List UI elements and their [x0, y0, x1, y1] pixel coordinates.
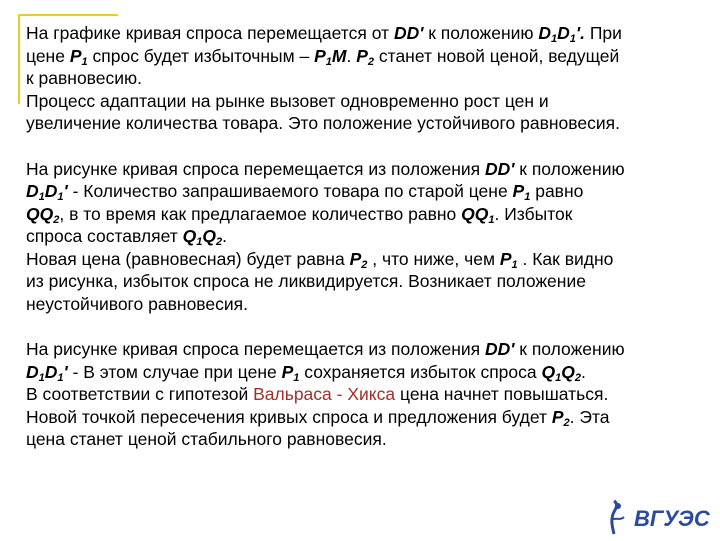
symbol: Q [202, 226, 217, 246]
symbol: P [281, 361, 294, 382]
text-run: к равновесию. [26, 68, 143, 88]
text-run: спроса составляет [26, 226, 183, 246]
text-run: станет новой ценой, ведущей [374, 45, 620, 66]
symbol: QQ [461, 203, 489, 224]
symbol: P [69, 45, 82, 66]
subscript: 2 [574, 371, 581, 384]
text-run: На рисунке кривая спроса перемещается из положения [26, 339, 485, 359]
symbol: Q [561, 361, 575, 382]
text-run: цена начнет повышаться. [395, 384, 609, 404]
subscript: 1 [511, 258, 518, 271]
highlighted-term: Вальраса - Хикса [253, 384, 396, 404]
subscript: 1 [488, 213, 495, 226]
subscript: 2 [367, 55, 375, 68]
text-line [26, 67, 716, 90]
symbol: P [512, 181, 525, 201]
text-run: На графике кривая спроса перемещается от [26, 23, 394, 43]
text-run: При [584, 23, 622, 43]
symbol: Q [541, 361, 556, 382]
logo-emblem-icon [602, 500, 712, 536]
text-run: неустойчивого равновесия. [26, 293, 249, 314]
subscript: 1 [551, 33, 558, 45]
subscript: 1 [81, 55, 88, 68]
text-run: равно [530, 181, 584, 201]
subscript: 1 [569, 33, 576, 45]
university-logo [602, 500, 712, 536]
symbol: QQ [26, 203, 54, 224]
text-line [26, 248, 716, 271]
text-run: увеличение количества товара. Это положение устойчивого равновесия. [26, 113, 620, 133]
text-line [26, 361, 716, 384]
symbol: D [557, 23, 570, 43]
text-line [26, 112, 716, 135]
text-run: из рисунка, избыток спроса не ликвидируется. Возникает положение [26, 271, 586, 291]
text-run: . Как видно [517, 248, 614, 269]
text-run: - Количество запрашиваемого товара по старой цене [67, 181, 513, 201]
subscript: 1 [325, 55, 332, 68]
text-run: спрос будет избыточным – [87, 45, 315, 66]
subscript: 1 [524, 191, 531, 203]
symbol: D [44, 361, 58, 382]
symbol: P [551, 406, 564, 427]
symbol: D [26, 181, 39, 201]
text-line [26, 406, 716, 429]
subscript: 1 [555, 371, 562, 384]
text-run: . Эта [569, 406, 610, 427]
text-run: На рисунке кривая спроса перемещается из положения [26, 158, 485, 179]
symbol: DD' [393, 23, 424, 43]
symbol: D [44, 181, 58, 201]
subscript: 2 [563, 416, 570, 429]
subscript: 1 [57, 191, 64, 203]
symbol: P [499, 248, 512, 269]
paragraph [26, 338, 716, 451]
text-line [26, 22, 716, 45]
text-line [26, 225, 716, 248]
text-run: , в то время как предлагаемое количество равно [59, 203, 462, 224]
text-line [26, 383, 716, 406]
subscript: 2 [361, 258, 368, 271]
text-run: к положению [514, 158, 625, 179]
corner-decoration-horizontal [18, 14, 118, 16]
symbol: '. [575, 23, 585, 43]
subscript: 1 [196, 236, 203, 248]
text-run: . Избыток [494, 203, 573, 224]
text-line [26, 270, 716, 293]
text-run: цене [26, 45, 70, 66]
text-run: Новой точкой пересечения кривых спроса и предложения будет [26, 406, 552, 427]
logo-text: ВГУЭС [634, 506, 710, 531]
subscript: 1 [38, 371, 45, 384]
text-run: , что ниже, чем [367, 248, 500, 269]
symbol: ' [63, 181, 68, 201]
text-line [26, 180, 716, 203]
symbol: D [26, 361, 39, 382]
paragraph [26, 158, 716, 316]
symbol: Q [182, 226, 197, 246]
symbol: P [314, 45, 326, 66]
text-run: . [581, 361, 586, 382]
text-run: цена станет ценой стабильного равновесия. [26, 429, 387, 449]
symbol: P [356, 45, 368, 66]
subscript: 1 [38, 191, 45, 203]
text-run: В соответствии с гипотезой [26, 384, 254, 404]
slide-text-body [26, 22, 716, 451]
text-run: к положению [514, 339, 625, 359]
text-line [26, 45, 716, 68]
symbol: P [349, 248, 362, 269]
text-line [26, 338, 716, 361]
subscript: 2 [216, 236, 223, 248]
text-run: Новая цена (равновесная) будет равна [26, 248, 350, 269]
text-run: . [222, 226, 228, 246]
text-run: . [346, 45, 357, 66]
text-line [26, 158, 716, 181]
subscript: 2 [53, 213, 60, 226]
text-line [26, 428, 716, 451]
symbol: DD' [485, 339, 515, 359]
symbol: DD' [485, 158, 515, 179]
text-line [26, 90, 716, 113]
subscript: 1 [293, 371, 300, 384]
symbol: D [538, 23, 552, 43]
text-run: сохраняется избыток спроса [299, 361, 542, 382]
subscript: 1 [57, 371, 64, 384]
paragraph [26, 22, 716, 135]
corner-decoration-vertical [18, 14, 20, 104]
symbol: ' [63, 361, 68, 382]
text-run: Процесс адаптации на рынке вызовет одновременно рост цен и [26, 90, 549, 111]
text-run: к положению [423, 23, 539, 43]
text-run: - В этом случае при цене [67, 361, 282, 382]
symbol: M [331, 45, 347, 66]
text-line [26, 293, 716, 316]
text-line [26, 203, 716, 226]
